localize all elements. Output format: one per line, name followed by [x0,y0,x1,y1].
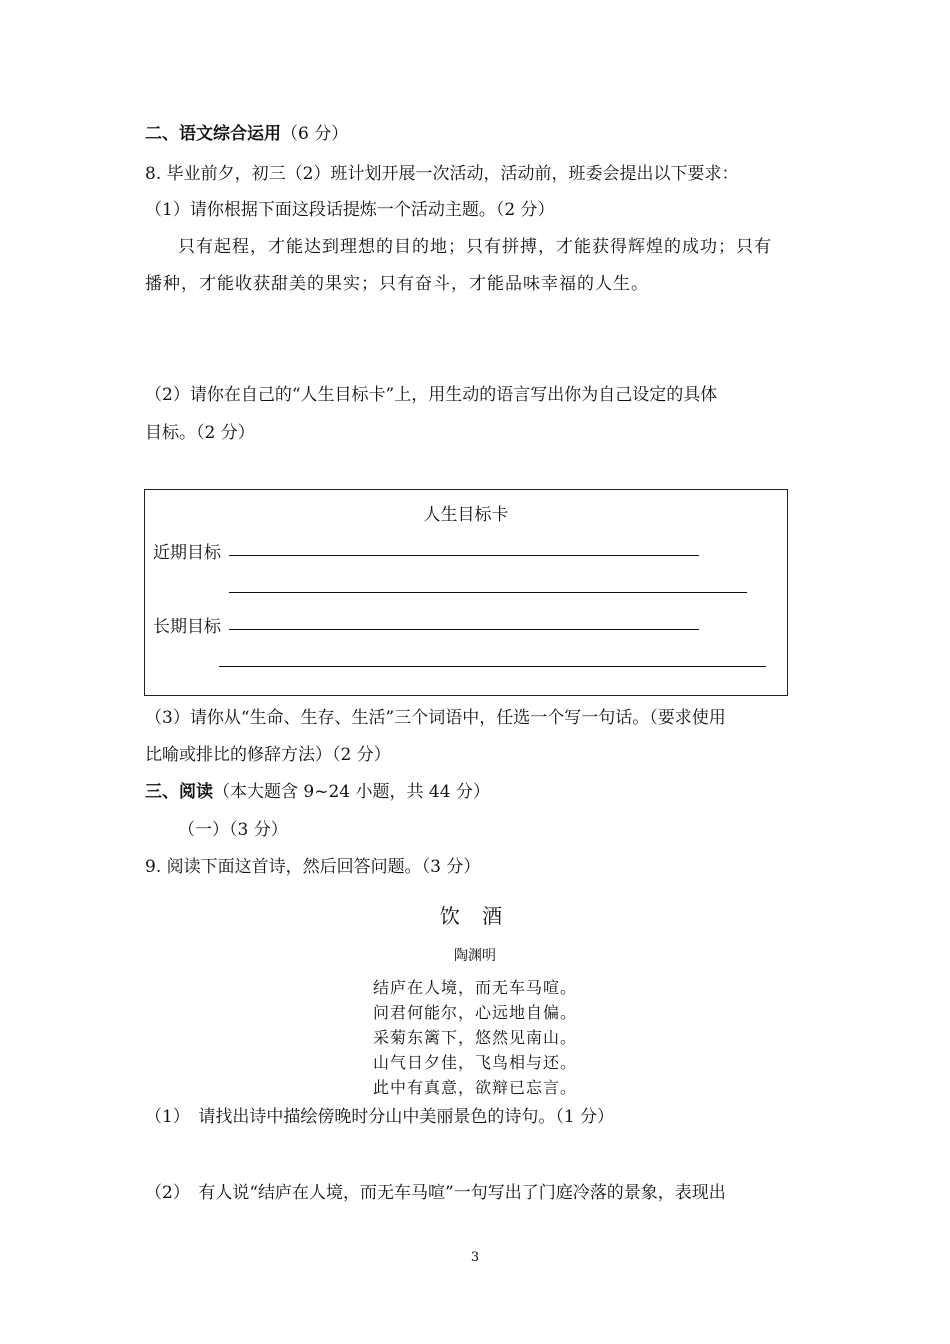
section3-heading: 三、阅读 [145,782,213,802]
long-term-answer-line-1[interactable] [229,629,699,630]
life-goal-card [144,489,788,696]
short-term-answer-line-2[interactable] [229,592,747,593]
q9-sub1: （1） 请找出诗中描绘傍晚时分山中美丽景色的诗句。（1 分） [145,1107,615,1127]
q8-sub3-line2: 比喻或排比的修辞方法）（2 分） [145,745,391,765]
q9-sub2: （2） 有人说“结庐在人境，而无车马喧”一句写出了门庭冷落的景象，表现出 [145,1183,726,1203]
q8-sub2-line2: 目标。（2 分） [145,423,255,443]
poem-line-4: 山气日夕佳，飞鸟相与还。 [372,1053,577,1072]
section3-heading-row [145,782,490,802]
poem-line-5: 此中有真意，欲辩已忘言。 [372,1078,577,1097]
section2-points: （6 分） [281,124,349,144]
q8-stem: 8. 毕业前夕，初三（2）班计划开展一次活动，活动前，班委会提出以下要求： [145,164,739,184]
q8-sub1: （1）请你根据下面这段话提炼一个活动主题。（2 分） [145,200,555,220]
section2-heading-row [145,124,348,144]
card-title: 人生目标卡 [423,505,509,525]
q8-sub2-line1: （2）请你在自己的“人生目标卡”上，用生动的语言写出你为自己设定的具体 [145,385,718,405]
poem-author: 陶渊明 [454,948,496,964]
section3-part1: （一）（3 分） [178,820,288,840]
poem-title: 饮 酒 [439,904,511,928]
poem-line-3: 采菊东篱下，悠然见南山。 [372,1028,577,1047]
short-term-label: 近期目标 [153,543,221,563]
q8-passage-line2: 播种，才能收获甜美的果实；只有奋斗，才能品味幸福的人生。 [145,274,649,294]
long-term-answer-line-2[interactable] [219,666,766,667]
section2-heading: 二、语文综合运用 [145,124,281,144]
long-term-label: 长期目标 [153,617,221,637]
q8-passage-line1: 只有起程，才能达到理想的目的地；只有拼搏，才能获得辉煌的成功；只有 [178,237,772,257]
q9-stem: 9. 阅读下面这首诗，然后回答问题。（3 分） [145,857,481,877]
q8-sub3-line1: （3）请你从“生命、生存、生活”三个词语中，任选一个写一句话。（要求使用 [145,708,726,728]
page-number: 3 [470,1250,480,1265]
short-term-answer-line-1[interactable] [229,555,699,556]
poem-line-2: 问君何能尔，心远地自偏。 [372,1003,577,1022]
poem-line-1: 结庐在人境，而无车马喧。 [372,978,577,997]
section3-points: （本大题含 9~24 小题，共 44 分） [213,782,490,802]
